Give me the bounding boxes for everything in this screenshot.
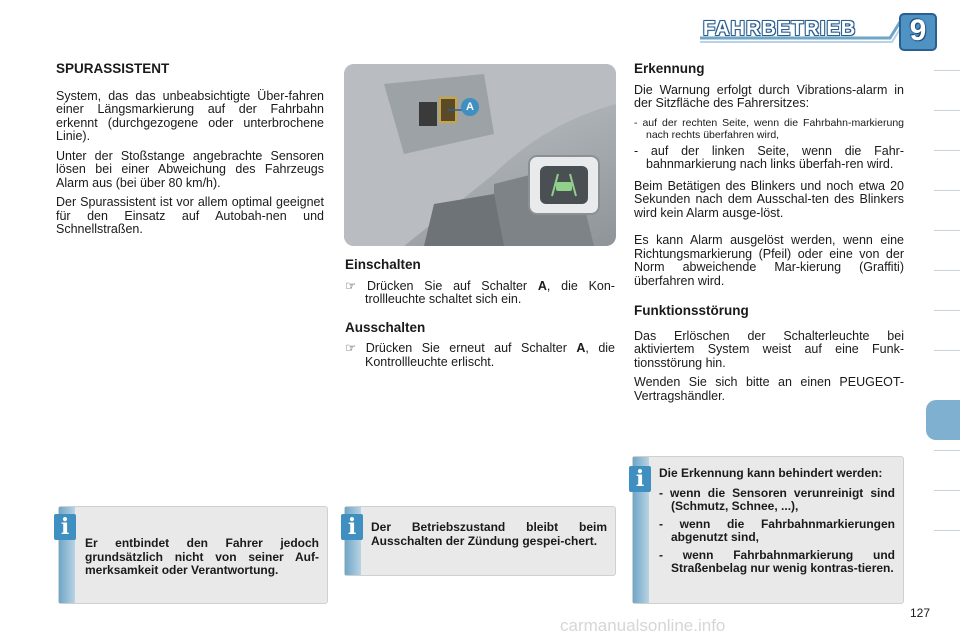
left-column	[56, 62, 324, 243]
paragraph: Der Spurassistent ist vor allem optimal geeignet für den Einsatz auf Autobah-nen und Schnellstraßen.	[56, 195, 324, 236]
dashboard-illustration	[344, 64, 616, 246]
list-item: - auf der linken Seite, wenn die Fahr-bahnmarkierung nach links überfah-ren wird.	[634, 143, 904, 171]
chapter-tab-active[interactable]	[926, 400, 960, 440]
info-box	[58, 506, 328, 604]
chapter-tab[interactable]	[934, 490, 960, 527]
section-heading: Erkennung	[634, 61, 705, 76]
chapter-tab[interactable]	[934, 150, 960, 187]
paragraph: System, das das unbeabsichtigte Über-fahren einer Längsmarkierung auf der Fahrbahn erkennt (durchgezogene oder unterbrochene Linie).	[56, 88, 324, 143]
paragraph: Wenden Sie sich bitte an einen PEUGEOT-Vertragshändler.	[634, 375, 904, 403]
list-item: - wenn die Sensoren verunreinigt sind (Schmutz, Schnee, ...),	[659, 485, 895, 513]
chapter-tab[interactable]	[934, 450, 960, 487]
chapter-tab[interactable]	[934, 270, 960, 307]
callout-a: A	[461, 98, 479, 116]
right-column	[634, 62, 904, 409]
info-icon: i	[54, 514, 76, 540]
paragraph: Beim Betätigen des Blinkers und noch etwa 20 Sekunden nach dem Ausschal-ten des Blinkers wird kein Alarm ausge-löst.	[634, 178, 904, 220]
instruction: ☞ Drücken Sie erneut auf Schalter A, die Kontrollleuchte erlischt.	[345, 341, 615, 369]
info-icon: i	[629, 466, 651, 492]
list-item: - auf der rechten Seite, wenn die Fahrbahn-markierung nach rechts überfahren wird,	[634, 116, 904, 141]
paragraph: Es kann Alarm ausgelöst werden, wenn eine Richtungsmarkierung (Pfeil) oder eine von der Norm abweichende Mar-kierung (Graffiti) überfahren wird.	[634, 233, 904, 288]
info-icon: i	[341, 514, 363, 540]
chapter-tabs	[924, 70, 960, 580]
chapter-tab[interactable]	[934, 70, 960, 107]
info-box	[632, 456, 904, 604]
chapter-tab[interactable]	[934, 230, 960, 267]
page-number: 127	[910, 606, 931, 620]
list-item: - wenn Fahrbahnmarkierung und Straßenbelag nur wenig kontras-tieren.	[659, 547, 895, 575]
paragraph: Unter der Stoßstange angebrachte Sensoren lösen bei einer Abweichung des Fahrzeugs Alarm aus (bei über 80 km/h).	[56, 148, 324, 190]
section-heading: SPURASSISTENT	[56, 61, 170, 76]
watermark: carmanualsonline.info	[560, 616, 726, 635]
arrow-icon: ☞	[345, 278, 367, 293]
chapter-tab[interactable]	[934, 110, 960, 147]
info-text: Der Betriebszustand bleibt beim Ausschalten der Zündung gespei-chert.	[371, 520, 607, 548]
chapter-number: 9	[909, 14, 927, 47]
middle-column	[345, 258, 615, 375]
section-heading: Funktionsstörung	[634, 303, 749, 318]
list-item: - wenn die Fahrbahnmarkierungen abgenutzt sind,	[659, 516, 895, 544]
chapter-tab[interactable]	[934, 190, 960, 227]
chapter-tab[interactable]	[934, 310, 960, 347]
info-box	[344, 506, 616, 576]
paragraph: Die Warnung erfolgt durch Vibrations-alarm in der Sitzfläche des Fahrersitzes:	[634, 82, 904, 110]
chapter-tab[interactable]	[934, 530, 960, 567]
section-heading: Ausschalten	[345, 319, 426, 335]
arrow-icon: ☞	[345, 341, 366, 355]
paragraph: Das Erlöschen der Schalterleuchte bei aktiviertem System weist auf eine Funk-tionsstörung hin.	[634, 328, 904, 370]
info-text: Die Erkennung kann behindert werden: - wenn die Sensoren verunreinigt sind (Schmutz, Schnee, ...), - wenn die Fahrbahnmarkierungen abgenutzt sind, - wenn Fahrbahnmarkierung und Straßenbelag nur wenig kontras-tieren.	[659, 466, 895, 575]
section-heading: Einschalten	[345, 257, 421, 272]
chapter-tab[interactable]	[934, 350, 960, 387]
info-text: Er entbindet den Fahrer jedoch grundsätzlich nicht von seiner Auf-merksamkeit oder Verantwortung.	[85, 536, 319, 577]
chapter-title: FAHRBETRIEB	[703, 18, 857, 40]
instruction: ☞ Drücken Sie auf Schalter A, die Kon-trollleuchte schaltet sich ein.	[345, 278, 615, 306]
dashboard-photo	[344, 64, 616, 246]
